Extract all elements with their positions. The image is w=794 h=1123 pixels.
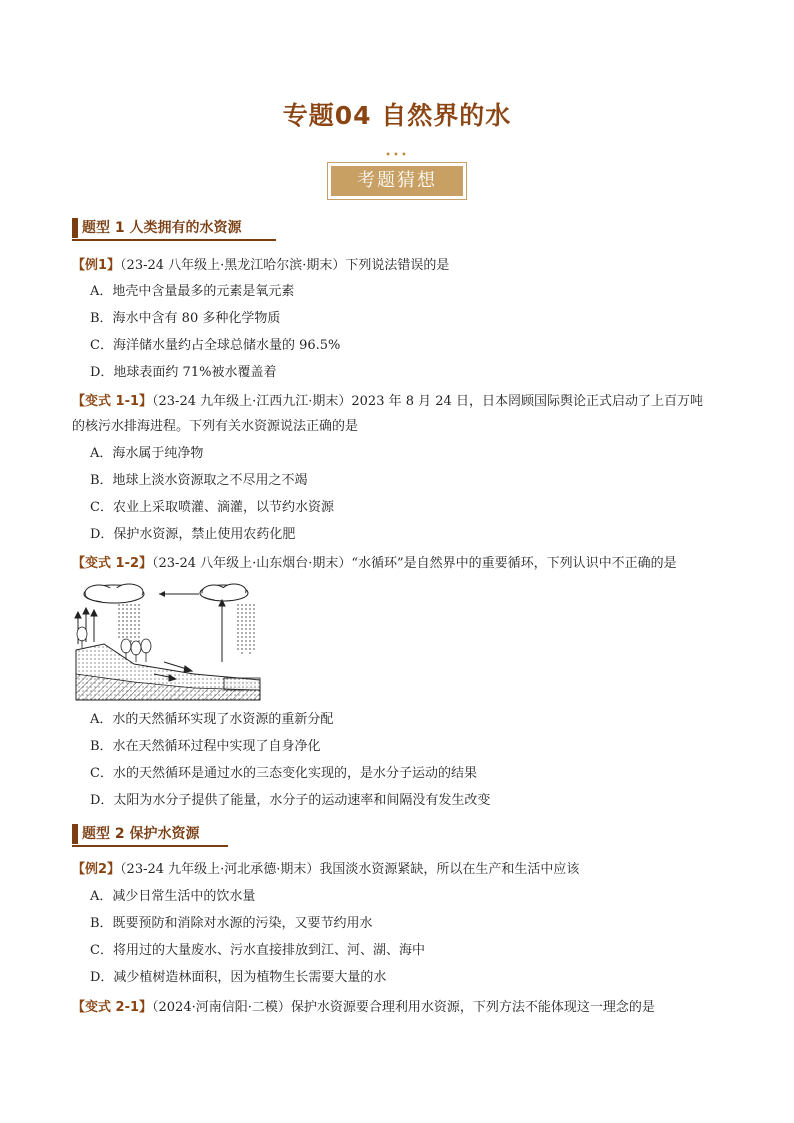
question-1 (72, 252, 722, 279)
question-2 (72, 388, 722, 415)
cloud-left (84, 584, 144, 603)
option-b: B．海水中含有 80 多种化学物质 (90, 311, 281, 326)
badge-frame (327, 162, 467, 200)
question-stem: （23-24 八年级上·山东烟台·期末）“水循环”是自然界中的重要循环，下列认识中不正确的是 (152, 556, 677, 571)
question-tag: 【变式 1-1】 (72, 394, 153, 409)
badge-label: 考题猜想 (331, 166, 463, 196)
section-heading-1 (72, 218, 242, 238)
option-a: A．地壳中含量最多的元素是氧元素 (90, 284, 295, 299)
question-stem: （23-24 八年级上·黑龙江哈尔滨·期末）下列说法错误的是 (120, 258, 450, 273)
option-a: A．减少日常生活中的饮水量 (90, 889, 256, 904)
option-c: C．农业上采取喷灌、滴灌，以节约水资源 (90, 500, 334, 515)
cloud-right (200, 584, 248, 601)
option-c: C．海洋储水量约占全球总储水量的 96.5% (90, 338, 341, 353)
question-stem-line-1: （23-24 九年级上·江西九江·期末）2023 年 8 月 24 日，日本罔顾国际舆论正式启动了上百万吨 (152, 394, 703, 409)
option-d: D．地球表面约 71%被水覆盖着 (90, 365, 277, 380)
badge-dots: ••• (385, 150, 409, 161)
question-tag: 【例1】 (72, 258, 121, 273)
question-stem: （2024·河南信阳·二模）保护水资源要合理利用水资源，下列方法不能体现这一理念的是 (152, 1000, 655, 1015)
option-b: B．地球上淡水资源取之不尽用之不竭 (90, 473, 308, 488)
option-a: A．海水属于纯净物 (90, 446, 204, 461)
section-heading-2 (72, 824, 200, 844)
option-b: B．既要预防和消除对水源的污染，又要节约用水 (90, 916, 373, 931)
rain-left (119, 604, 139, 642)
option-d: D．太阳为水分子提供了能量，水分子的运动速率和间隔没有发生改变 (90, 793, 491, 808)
option-d: D．保护水资源，禁止使用农药化肥 (90, 527, 296, 542)
question-5 (72, 994, 722, 1021)
question-2-cont (72, 413, 722, 440)
question-tag: 【变式 1-2】 (72, 556, 153, 571)
rain-right (238, 604, 254, 654)
question-stem: （23-24 九年级上·河北承德·期末）我国淡水资源紧缺，所以在生产和生活中应该 (120, 862, 580, 877)
option-c: C．水的天然循环是通过水的三态变化实现的，是水分子运动的结果 (90, 766, 477, 781)
section-underline (72, 845, 228, 847)
section-underline (72, 239, 276, 241)
section-heading-1-label: 题型 1 人类拥有的水资源 (82, 220, 242, 236)
section-badge (327, 152, 467, 202)
question-4 (72, 856, 722, 883)
page-title: 专题04 自然界的水 (282, 101, 512, 130)
sea-water (224, 678, 260, 690)
water-cycle-diagram (74, 582, 264, 704)
option-b: B．水在天然循环过程中实现了自身净化 (90, 739, 321, 754)
option-a: A．水的天然循环实现了水资源的重新分配 (90, 712, 334, 727)
section-heading-2-label: 题型 2 保护水资源 (82, 826, 200, 842)
option-c: C．将用过的大量废水、污水直接排放到江、河、湖、海中 (90, 943, 425, 958)
question-stem-line-2: 的核污水排海进程。下列有关水资源说法正确的是 (72, 419, 359, 434)
question-tag: 【例2】 (72, 862, 121, 877)
option-d: D．减少植树造林面积，因为植物生长需要大量的水 (90, 970, 387, 985)
question-tag: 【变式 2-1】 (72, 1000, 153, 1015)
question-3 (72, 550, 722, 577)
